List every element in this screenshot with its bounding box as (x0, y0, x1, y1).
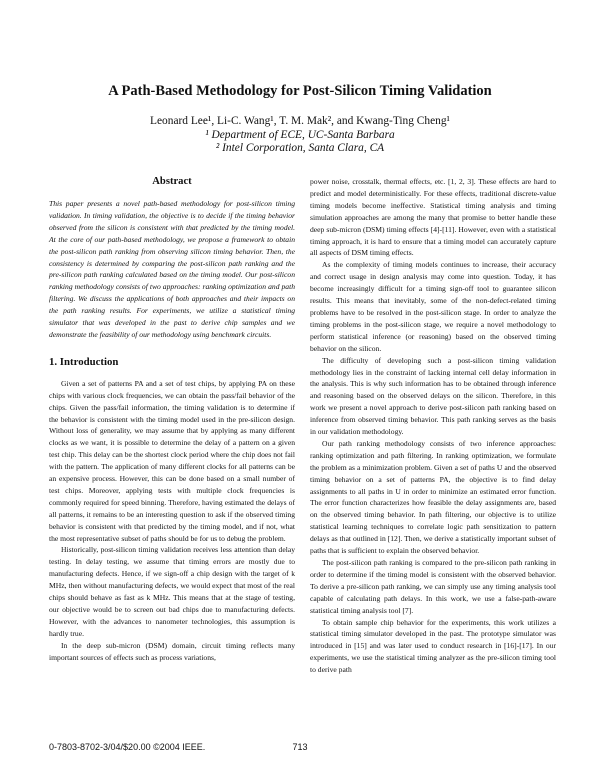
intro-paragraph-3: In the deep sub-micron (DSM) domain, circuit timing reflects many important sources of effects such as process variations, (49, 640, 295, 662)
intro-paragraph-1: Given a set of patterns PA and a set of test chips, by applying PA on these chips with various clock frequencies, we can obtain the pass/fail behavior of the chips. Given the pass/fail information, the timing validation is to determine if the behavior is consistent with the timing model used in the pre-silicon design. Without loss of generality, we may assume that by applying as many different clocks as we want, it is possible to determine the delay of a pattern on a given test chip. This delay can be the shortest clock period where the chip does not fail with the pattern. The application of many different clocks for all patterns can be an expensive process. However, this can be done based on a small number of test chips. Moreover, applying tests with multiple clock frequencies is commonly required for speed binning. Therefore, having estimated the delays of all patterns, it remains to be an interesting question to ask if the observed timing behavior is consistent with that predicted by the timing model, and if not, what the most representative subset of paths should be for us to debug the problem. (49, 378, 295, 543)
right-paragraph-2: As the complexity of timing models continues to increase, their accuracy and correct usage in design analysis may come into question. Today, it has become increasingly difficult for a timing sign-off tool to guarantee silicon results. This means that inevitably, some of the non-defect-related timing problems have to be resolved in the post-silicon stage. In order to analyze the timing problems in the post-silicon stage, we require a novel methodology to perform statistical inference (or reasoning) based on the observed timing behavior on the silicon. (310, 260, 556, 353)
paper-title: A Path-Based Methodology for Post-Silicon Timing Validation (108, 83, 492, 99)
right-paragraph-1: power noise, crosstalk, thermal effects, etc. [1, 2, 3]. These effects are hard to predict and model deterministically. For these effects, traditional discrete-value timing models become ineffective. Statistical timing analysis and timing simulation approaches are among the many that promise to better handle these deep sub-micron (DSM) timing effects [4]-[11]. However, even with a statistical timing approach, it is hard to ensure that a timing model can accurately capture all aspects of DSM timing effects. (310, 177, 556, 258)
abstract-heading: Abstract (152, 176, 192, 187)
right-paragraph-6: To obtain sample chip behavior for the experiments, this work utilizes a statistical timing simulator developed in the past. The prototype simulator was introduced in [15] and was later used to conduct research in [16]-[17]. In our experiments, we use the statistical timing analyzer as the pre-silicon timing tool to derive path (310, 617, 556, 675)
left-column (49, 176, 295, 664)
author-line: Leonard Lee¹, Li-C. Wang¹, T. M. Mak², and Kwang-Ting Cheng¹ (150, 115, 450, 127)
right-column (310, 176, 556, 676)
affiliation-1: ¹ Department of ECE, UC-Santa Barbara (205, 128, 395, 141)
intro-heading: 1. Introduction (49, 355, 119, 368)
right-paragraph-4: Our path ranking methodology consists of two inference approaches: ranking optimization and path filtering. In ranking optimization, we formulate the problem as a minimization problem. Given a set of paths U and the observed timing behavior on a set of patterns PA, the objective is to find delay assignments to all paths in U in order to minimize an estimated error function. The error function characterizes how feasible the delay assignments are, based on the observed timing behavior. In path filtering, our objective is to utilize statistical learning techniques to correlate logic path sensitization to pattern delays as that outlined in [12]. Then, we derive a statistically important subset of paths that is sufficient to explain the observed behavior. (310, 438, 556, 556)
affiliation-2: ² Intel Corporation, Santa Clara, CA (215, 142, 385, 154)
abstract-text: This paper presents a novel path-based methodology for post-silicon timing validation. In timing validation, the objective is to decide if the timing behavior observed from the silicon is consistent with that predicted by the timing model. At the core of our path-based methodology, we propose a framework to obtain the post-silicon path ranking from observing silicon timing behavior. Then, the consistency is determined by comparing the post-silicon path ranking and the pre-silicon path ranking calculated based on the timing model. Our post-silicon ranking methodology consists of two approaches: ranking optimization and path filtering. We discuss the applications of both approaches and their impacts on the path ranking results. For experiments, we utilize a statistical timing simulator that was developed in the past to derive chip samples and we demonstrate the feasibility of our methodology using benchmark circuits. (49, 199, 295, 339)
author-block (0, 115, 600, 156)
intro-paragraph-2: Historically, post-silicon timing validation receives less attention than delay testing. In delay testing, we assume that timing errors are mostly due to manufacturing defects. Hence, if we sign-off a chip design with the target of k MHz, then without manufacturing defects, we would expect that most of the real chips should behave as fast as k MHz. This means that at the stage of testing, our objective would be to screen out bad chips due to manufacturing defects. However, with the advances to nanometer technologies, this assumption is hardly true. (49, 545, 295, 638)
right-paragraph-3: The difficulty of developing such a post-silicon timing validation methodology lies in the constraint of lacking internal cell delay information in the analysis. This is why such information has to be obtained through inference and reasoning based on the observed delays on the silicon. Therefore, in this work we present a novel approach to derive post-silicon path ranking based on inference from observed timing behavior. This path ranking serves as the basis in our validation methodology. (310, 355, 556, 437)
footer-isbn: 0-7803-8702-3/04/$20.00 ©2004 IEEE. (49, 742, 206, 752)
right-paragraph-5: The post-silicon path ranking is compared to the pre-silicon path ranking in order to determine if the timing model is consistent with the observed behavior. To derive a pre-silicon path ranking, we can simply use any timing analysis tool capable of calculating path delays. In this work, we use a false-path-aware statistical timing analysis tool [7]. (310, 558, 556, 615)
page-number: 713 (292, 742, 308, 752)
